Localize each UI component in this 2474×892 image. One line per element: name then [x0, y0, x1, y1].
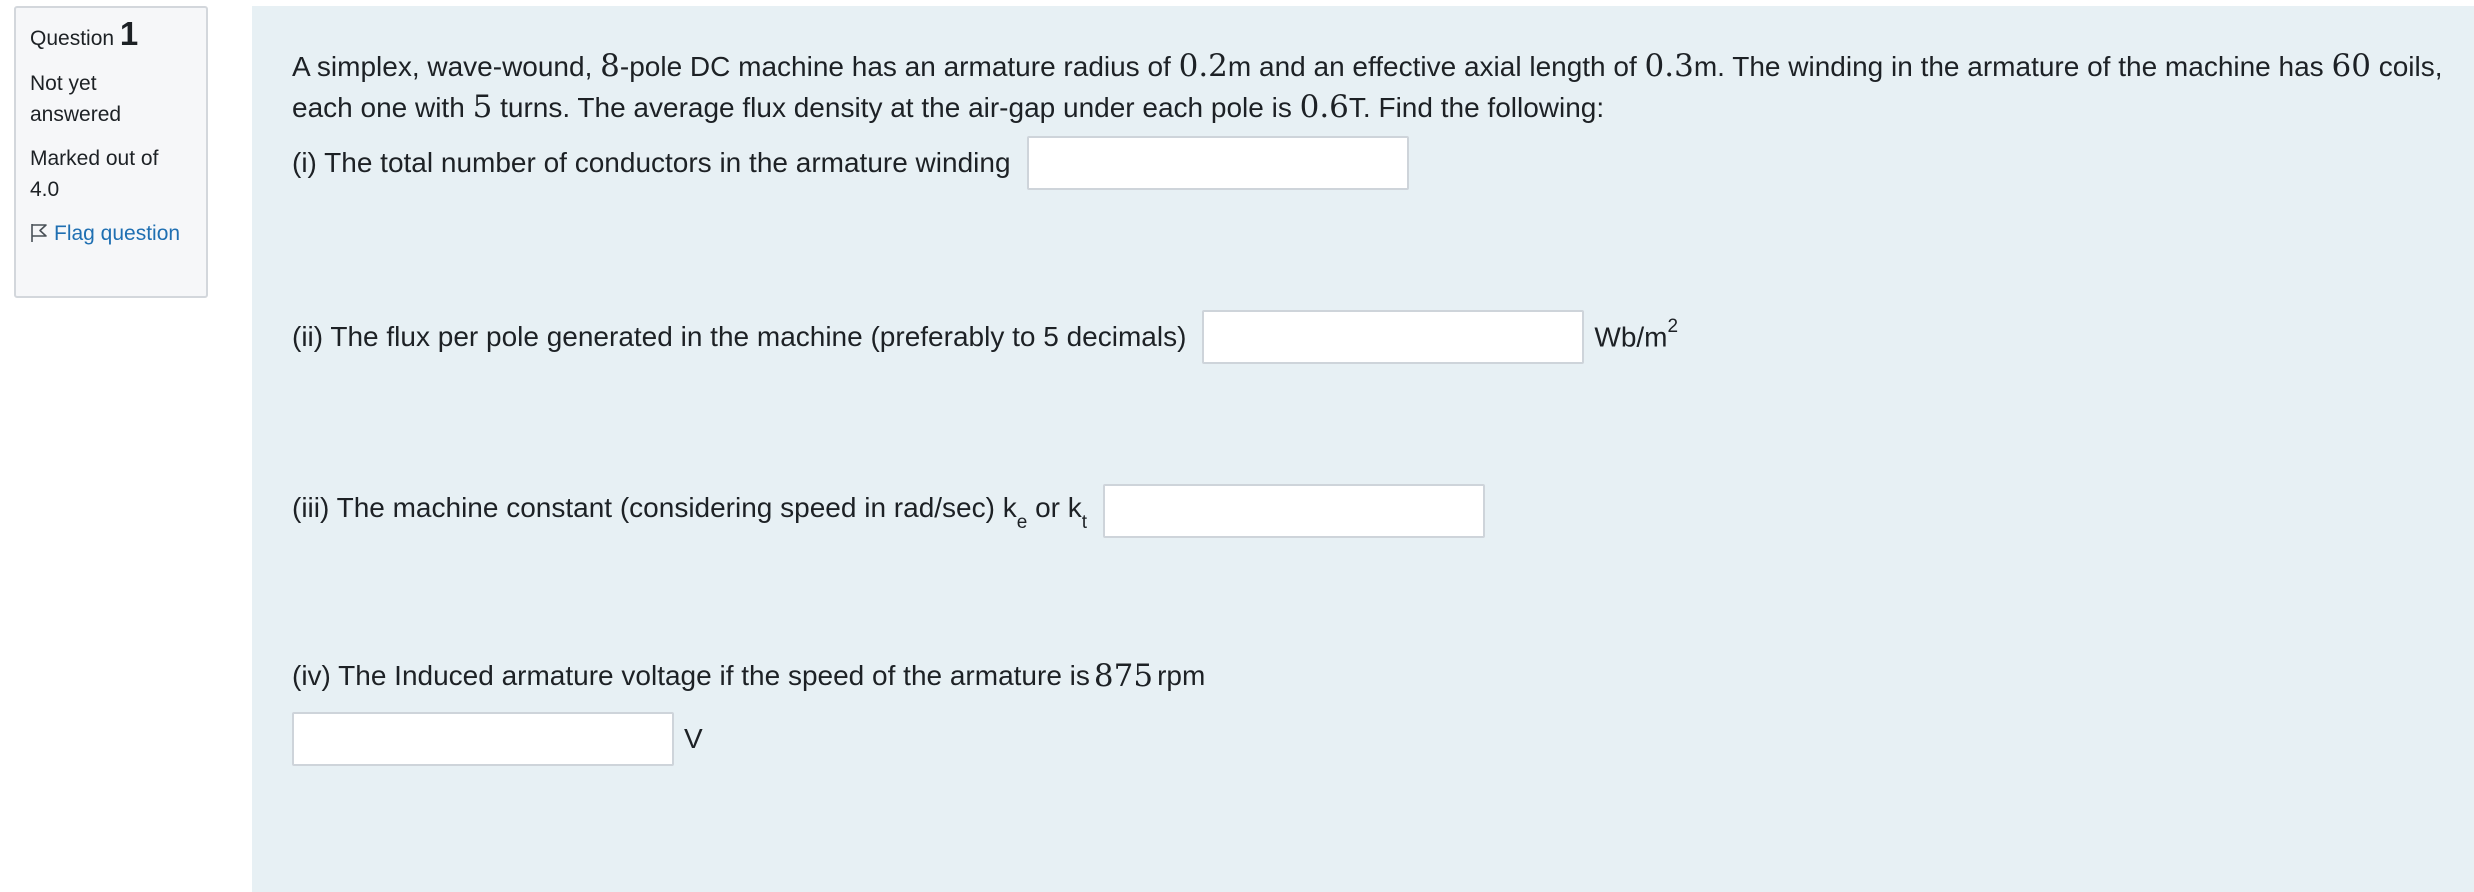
armature-speed: 875	[1093, 658, 1154, 694]
question-state: Not yet answered	[30, 72, 122, 126]
question-content	[252, 6, 2474, 892]
part-ii-unit	[1594, 316, 1679, 353]
part-i-answer-input[interactable]	[1027, 136, 1409, 190]
unit-text: Wb/m	[1594, 321, 1668, 353]
flag-question-label: Flag question	[54, 222, 181, 245]
unit-exponent: 2	[1667, 316, 1679, 338]
coil-count: 60	[2331, 48, 2371, 84]
turns-per-coil: 5	[472, 89, 493, 125]
question-text-part: A simplex, wave-wound,	[292, 51, 601, 82]
question-text-part: -pole DC machine has an armature radius of	[619, 51, 1179, 82]
question-text-part: turns. The average flux density at the air-gap under each pole is	[492, 92, 1300, 123]
part-ii-row	[292, 310, 1678, 364]
part-iii-label	[292, 492, 1088, 533]
part-iv-answer-row	[292, 712, 703, 766]
part-iv-unit: V	[684, 723, 703, 754]
part-iii-label-text: (iii) The machine constant (considering speed in rad/sec) k	[292, 492, 1017, 524]
part-i-label: (i) The total number of conductors in the armature winding	[292, 147, 1011, 178]
question-text-part: coils, each one with	[292, 51, 2443, 123]
part-iv-label	[292, 658, 1205, 694]
part-iv-label-text: (iv) The Induced armature voltage if the speed of the armature is	[292, 660, 1090, 691]
armature-radius: 0.2	[1178, 48, 1228, 84]
question-text-part: T. Find the following:	[1348, 92, 1605, 123]
part-iii-row	[292, 484, 1485, 538]
flag-question-link[interactable]	[30, 218, 192, 249]
question-grade: Marked out of 4.0	[30, 147, 159, 201]
kt-subscript: t	[1081, 511, 1088, 533]
part-i-row	[292, 136, 1409, 190]
pole-count: 8	[600, 48, 620, 84]
part-iv-answer-input[interactable]	[292, 712, 674, 766]
question-text-part: m. The winding in the armature of the machine has	[1693, 51, 2332, 82]
ke-subscript: e	[1016, 511, 1028, 533]
part-ii-answer-input[interactable]	[1202, 310, 1584, 364]
flag-icon	[30, 223, 48, 243]
part-iii-answer-input[interactable]	[1103, 484, 1485, 538]
part-iv-label-unit: rpm	[1157, 660, 1206, 691]
question-info-panel	[14, 6, 208, 298]
part-iii-label-mid: or k	[1027, 492, 1082, 524]
question-number-heading	[30, 15, 192, 54]
question-text	[292, 46, 2452, 128]
question-number: 1	[119, 15, 139, 52]
part-ii-label: (ii) The flux per pole generated in the machine (preferably to 5 decimals)	[292, 321, 1187, 352]
axial-length: 0.3	[1644, 48, 1694, 84]
flux-density: 0.6	[1299, 89, 1349, 125]
question-text-part: m and an effective axial length of	[1227, 51, 1645, 82]
question-label: Question	[30, 27, 115, 50]
